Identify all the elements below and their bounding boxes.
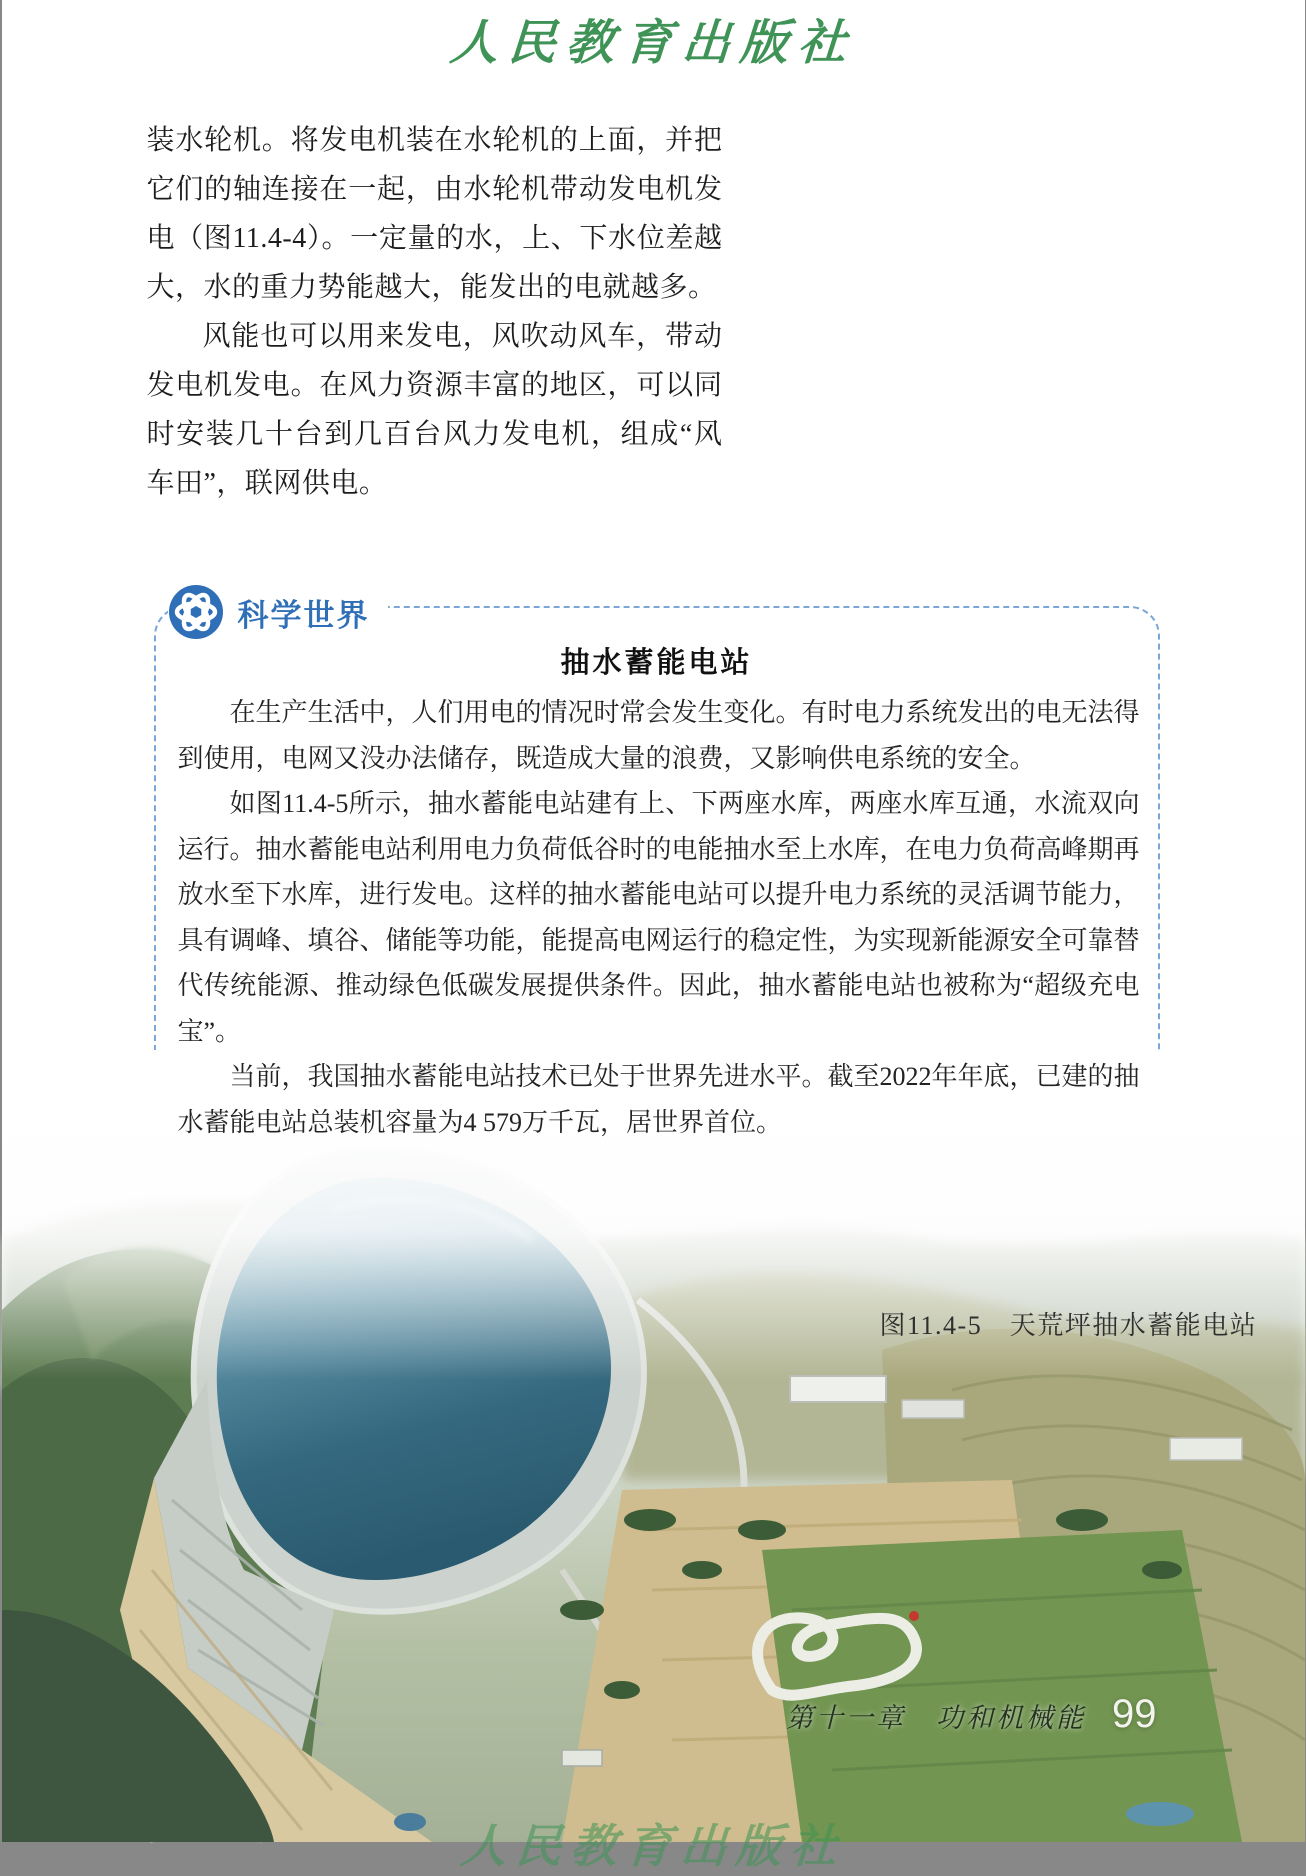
box-paragraph-3: 当前，我国抽水蓄能电站技术已处于世界先进水平。截至2022年年底，已建的抽水蓄能电站总装机容量为4 579万千瓦，居世界首位。 bbox=[177, 1062, 1140, 1137]
kart-car bbox=[909, 1611, 919, 1621]
atom-icon bbox=[168, 584, 224, 640]
publisher-watermark: 人民教育出版社 bbox=[458, 1821, 848, 1872]
page-footer bbox=[2, 1692, 1157, 1737]
main-text-block bbox=[147, 116, 723, 508]
box-paragraph-2: 如图11.4-5所示，抽水蓄能电站建有上、下两座水库，两座水库互通，水流双向运行。抽水蓄能电站利用电力负荷低谷时的电能抽水至上水库，在电力负荷高峰期再放水至下水库，进行发电。这样的抽水蓄能电站可以提升电力系统的灵活调节能力，具有调峰、填谷、储能等功能，能提高电网运行的稳定性，为实现新能源安全可靠替代传统能源、推动绿色低碳发展提供条件。因此，抽水蓄能电站也被称为“超级充电宝”。 bbox=[177, 789, 1140, 1046]
textbook-page bbox=[2, 0, 1305, 1872]
box-paragraph-1: 在生产生活中，人们用电的情况时常会发生变化。有时电力系统发出的电无法得到使用，电网又没办法储存，既造成大量的浪费，又影响供电系统的安全。 bbox=[177, 698, 1140, 773]
box-title: 抽水蓄能电站 bbox=[560, 647, 753, 679]
science-world-label: 科学世界 bbox=[237, 597, 370, 633]
chapter-title: 第十一章 功和机械能 bbox=[786, 1703, 1086, 1733]
paragraph-wind: 风能也可以用来发电，风吹动风车，带动发电机发电。在风力资源丰富的地区，可以同时安装几十台到几百台风力发电机，组成“风车田”，联网供电。 bbox=[146, 321, 723, 499]
figure-caption: 图11.4-5 天荒坪抽水蓄能电站 bbox=[879, 1311, 1258, 1340]
paragraph-hydro: 装水轮机。将发电机装在水轮机的上面，并把它们的轴连接在一起，由水轮机带动发电机发电（图11.4-4）。一定量的水，上、下水位差越大，水的重力势能越大，能发出的电就越多。 bbox=[146, 125, 723, 303]
publisher-logo: 人民教育出版社 bbox=[447, 17, 858, 70]
page-number: 99 bbox=[1112, 1692, 1157, 1736]
box-body bbox=[178, 690, 1140, 1145]
science-world-header bbox=[168, 582, 388, 642]
